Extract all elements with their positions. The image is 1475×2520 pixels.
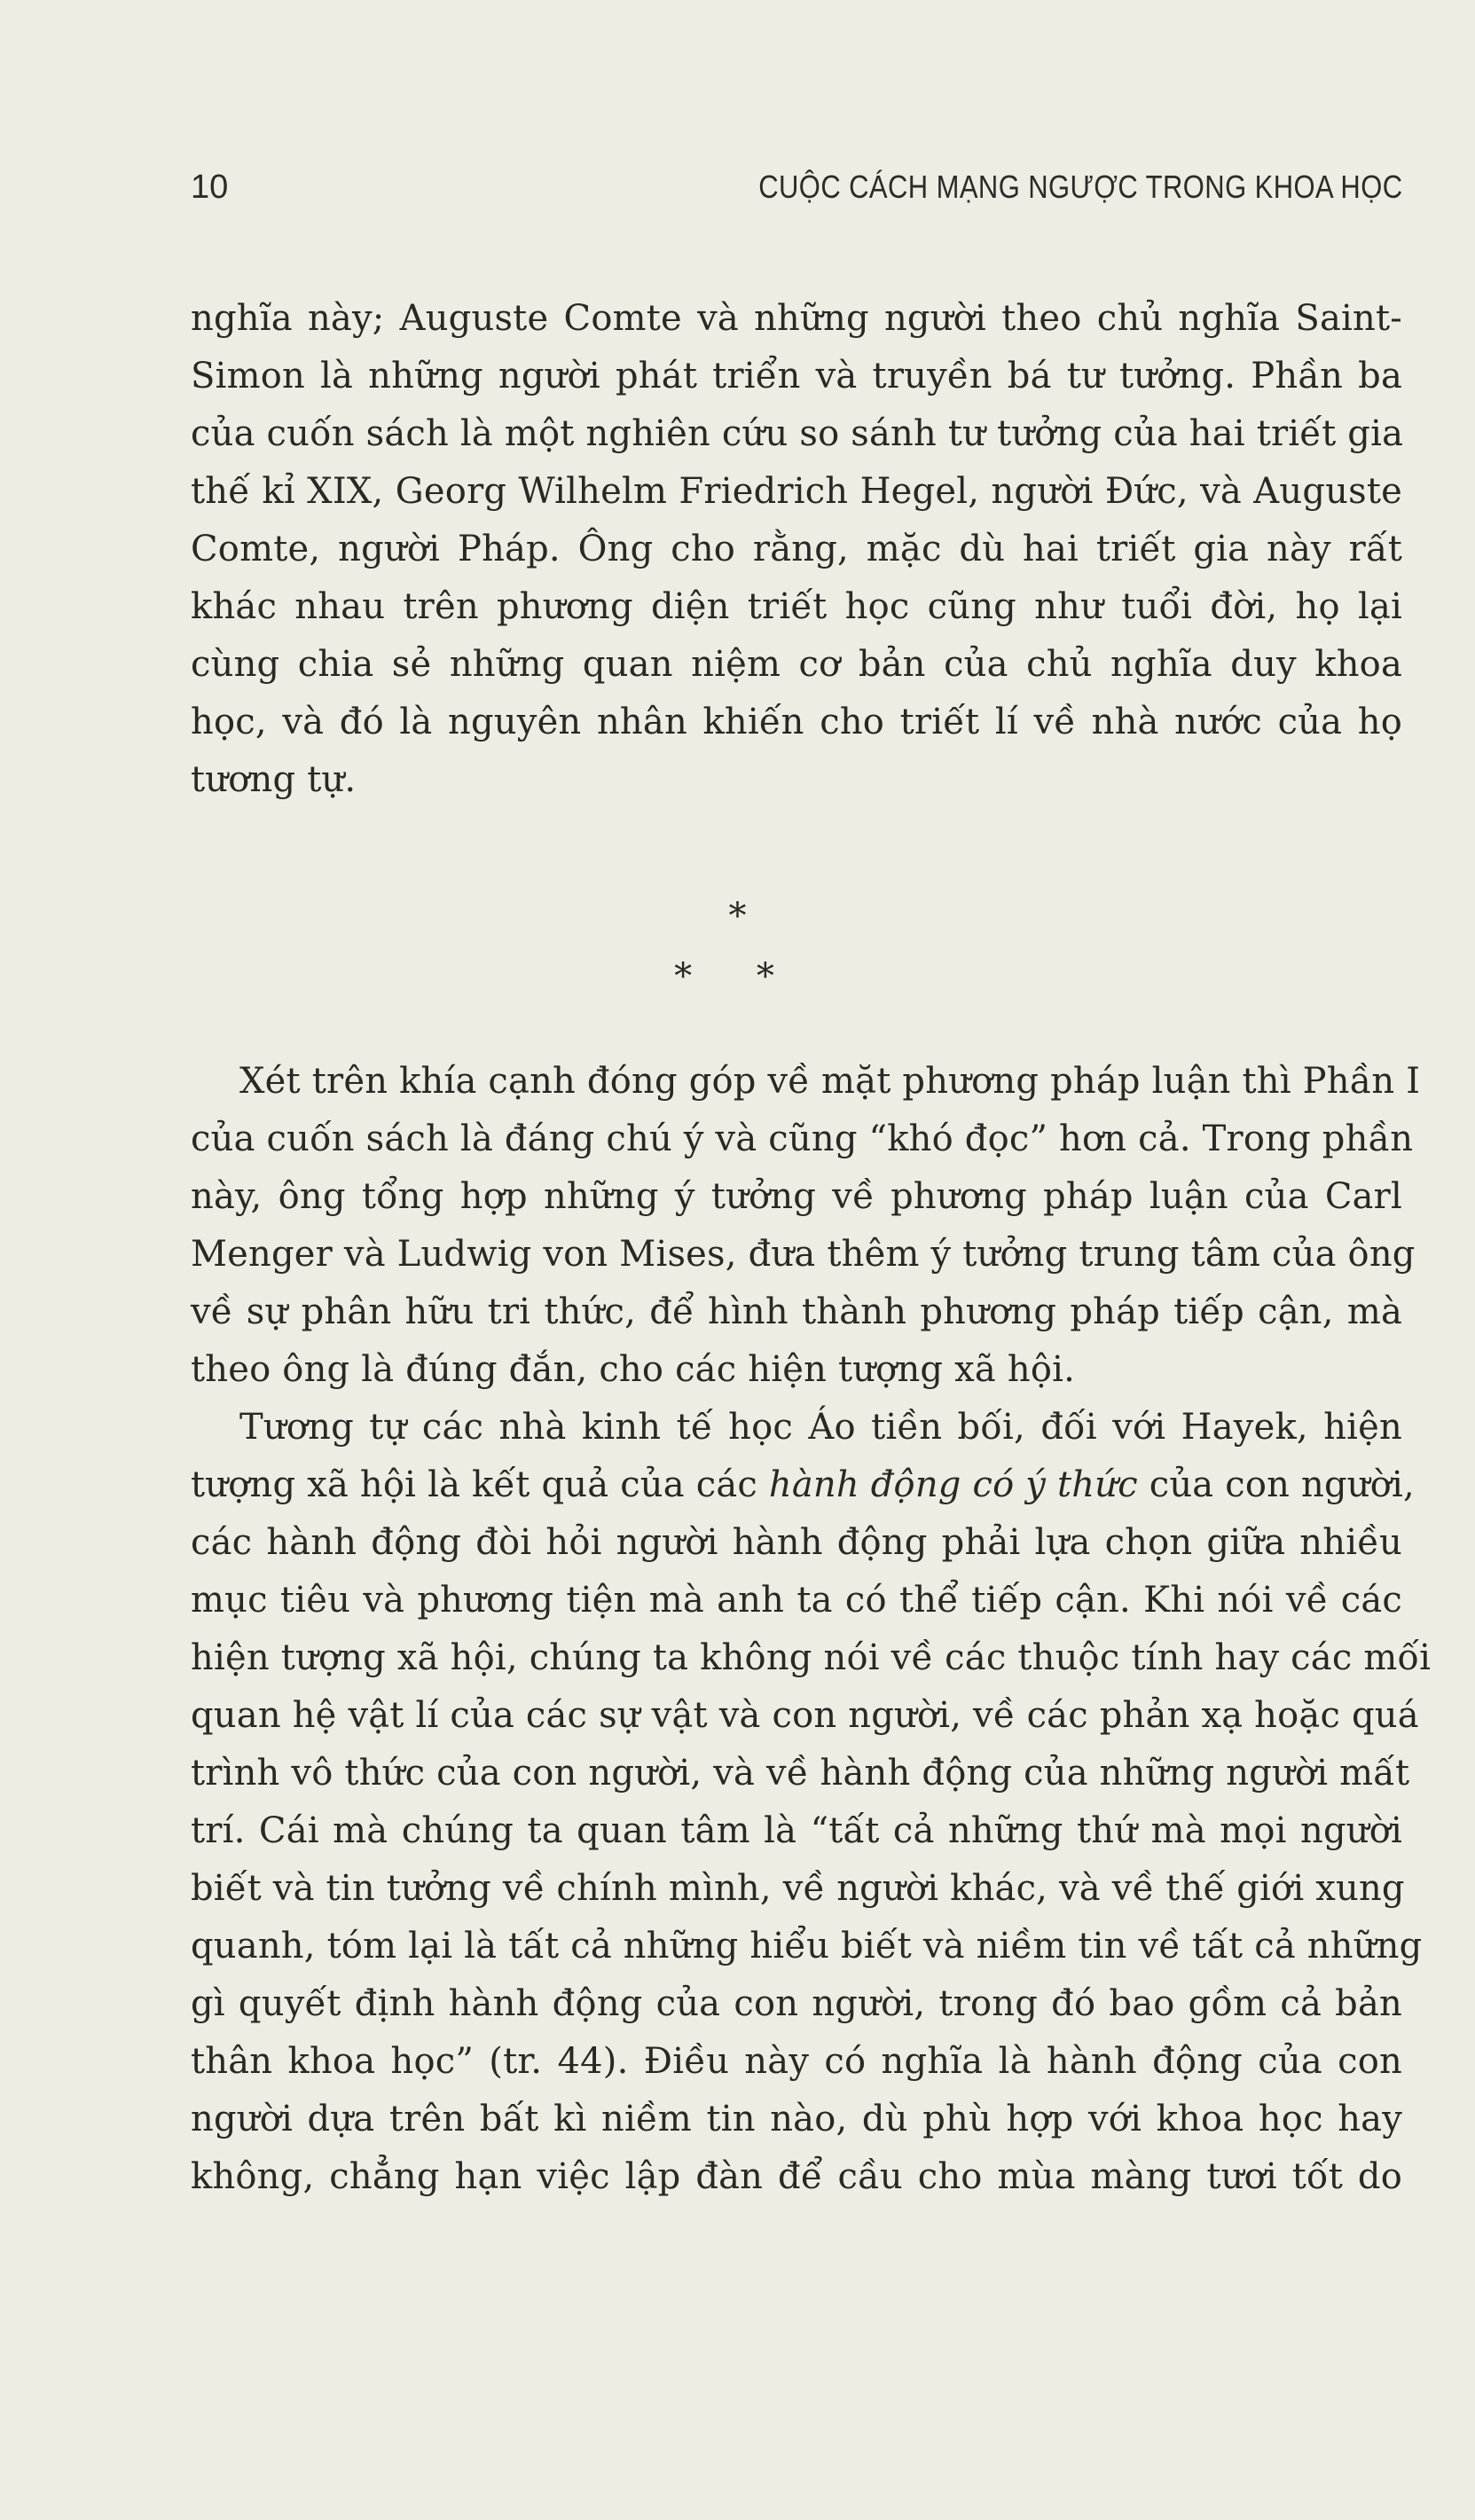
- paragraph-line: không, chẳng hạn việc lập đàn để cầu cho mùa màng tươi tốt do: [191, 2156, 1402, 2197]
- paragraph-1: [191, 290, 1402, 809]
- text-run: của con người,: [1137, 1464, 1415, 1505]
- page-number: 10: [191, 169, 229, 206]
- paragraph-line: nghĩa này; Auguste Comte và những người theo chủ nghĩa Saint-: [191, 298, 1402, 339]
- paragraph-line: gì quyết định hành động của con người, trong đó bao gồm cả bản: [191, 1983, 1402, 2024]
- paragraph-line: Comte, người Pháp. Ông cho rằng, mặc dù hai triết gia này rất: [191, 529, 1402, 569]
- page-header: [191, 169, 1402, 222]
- running-head: CUỘC CÁCH MẠNG NGƯỢC TRONG KHOA HỌC: [757, 169, 1402, 205]
- paragraph-line: quan hệ vật lí của các sự vật và con người, về các phản xạ hoặc quá: [191, 1695, 1419, 1736]
- emphasis-text: hành động có ý thức: [768, 1464, 1138, 1505]
- paragraph-line: người dựa trên bất kì niềm tin nào, dù phù hợp với khoa học hay: [191, 2099, 1402, 2139]
- paragraph-2-and-3: [191, 1053, 1432, 2206]
- section-ornament-bottom: * *: [674, 956, 801, 997]
- paragraph-line: các hành động đòi hỏi người hành động phải lựa chọn giữa nhiều: [191, 1522, 1402, 1563]
- paragraph-line: trí. Cái mà chúng ta quan tâm là “tất cả những thứ mà mọi người: [191, 1810, 1402, 1851]
- paragraph-line: biết và tin tưởng về chính mình, về người khác, và về thế giới xung: [191, 1868, 1405, 1909]
- paragraph-line: khác nhau trên phương diện triết học cũng như tuổi đời, họ lại: [191, 586, 1402, 627]
- paragraph-line: này, ông tổng hợp những ý tưởng về phương pháp luận của Carl: [191, 1176, 1402, 1217]
- paragraph-line: tương tự.: [191, 759, 357, 800]
- paragraph-line: cùng chia sẻ những quan niệm cơ bản của chủ nghĩa duy khoa: [191, 644, 1402, 685]
- paragraph-line: của cuốn sách là một nghiên cứu so sánh tư tưởng của hai triết gia: [191, 413, 1404, 454]
- paragraph-line: học, và đó là nguyên nhân khiến cho triết lí về nhà nước của họ: [191, 702, 1402, 742]
- paragraph-line: mục tiêu và phương tiện mà anh ta có thể tiếp cận. Khi nói về các: [191, 1580, 1402, 1621]
- paragraph-line: hiện tượng xã hội, chúng ta không nói về các thuộc tính hay các mối: [191, 1637, 1432, 1678]
- paragraph-line: Simon là những người phát triển và truyền bá tư tưởng. Phần ba: [191, 356, 1402, 396]
- paragraph-line: trình vô thức của con người, và về hành động của những người mất: [191, 1753, 1410, 1794]
- paragraph-line: Menger và Ludwig von Mises, đưa thêm ý tưởng trung tâm của ông: [191, 1234, 1416, 1275]
- paragraph-line: theo ông là đúng đắn, cho các hiện tượng xã hội.: [191, 1349, 1076, 1390]
- paragraph-line: quanh, tóm lại là tất cả những hiểu biết và niềm tin về tất cả những: [191, 1926, 1423, 1967]
- paragraph-line: của cuốn sách là đáng chú ý và cũng “khó đọc” hơn cả. Trong phần: [191, 1119, 1414, 1159]
- text-run: tượng xã hội là kết quả của các: [191, 1464, 769, 1505]
- paragraph-line: Tương tự các nhà kinh tế học Áo tiền bối, đối với Hayek, hiện: [239, 1407, 1402, 1448]
- paragraph-line: thân khoa học” (tr. 44). Điều này có nghĩa là hành động của con: [191, 2041, 1402, 2082]
- paragraph-line: thế kỉ XIX, Georg Wilhelm Friedrich Hegel, người Đức, và Auguste: [191, 471, 1402, 512]
- section-ornament-top: *: [728, 896, 747, 937]
- paragraph-line: Xét trên khía cạnh đóng góp về mặt phương pháp luận thì Phần I: [239, 1061, 1421, 1102]
- paragraph-line: về sự phân hữu tri thức, để hình thành phương pháp tiếp cận, mà: [191, 1291, 1402, 1332]
- paragraph-line-with-emphasis: [191, 1456, 1415, 1514]
